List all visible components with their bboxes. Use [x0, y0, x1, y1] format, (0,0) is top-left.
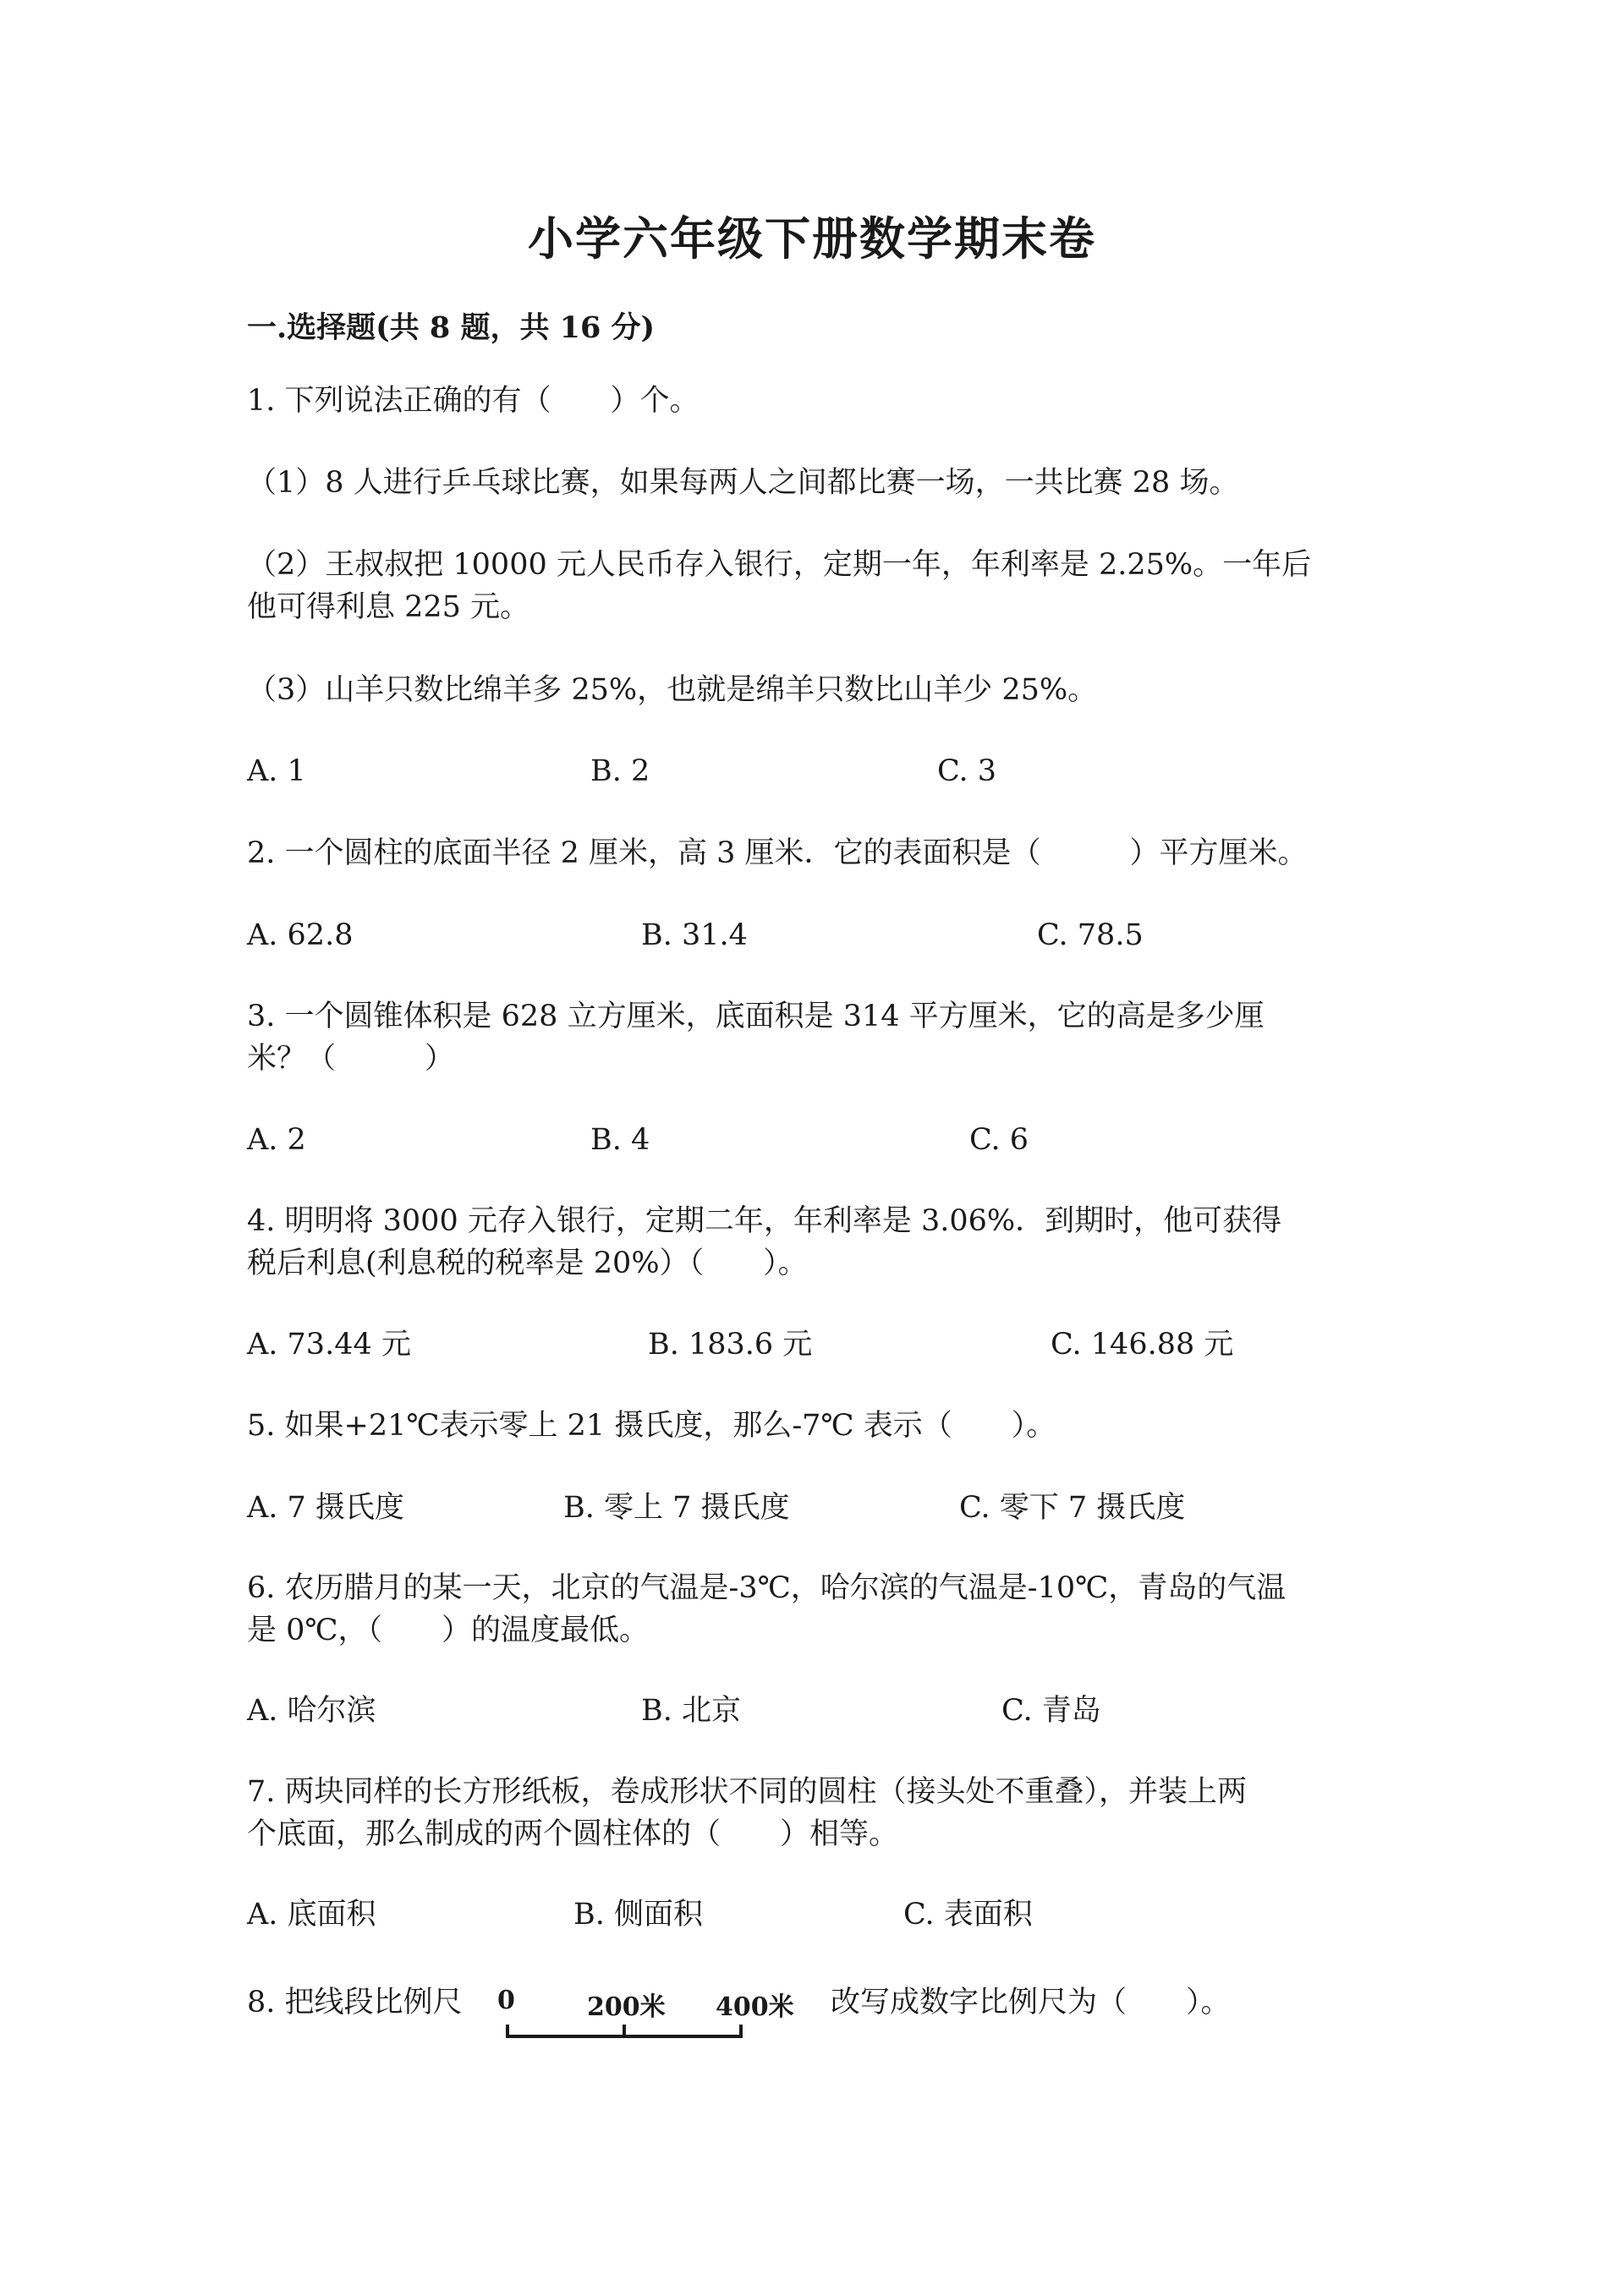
question-1-statement-3: （3）山羊只数比绵羊多 25%，也就是绵羊只数比山羊少 25%。: [247, 673, 1098, 707]
question-4-option-b[interactable]: B. 183.6 元: [648, 1328, 813, 1362]
question-4-stem: 4. 明明将 3000 元存入银行，定期二年，年利率是 3.06%．到期时，他可获得: [247, 1204, 1282, 1238]
question-4-stem-cont: 税后利息(利息税的税率是 20%）（ ）。: [247, 1247, 808, 1280]
question-1-option-a[interactable]: A. 1: [247, 754, 306, 788]
question-2-option-c[interactable]: C. 78.5: [1037, 918, 1144, 952]
question-1-statement-2: （2）王叔叔把 10000 元人民币存入银行，定期一年，年利率是 2.25%。一年后: [247, 548, 1312, 582]
section-heading: 一.选择题(共 8 题，共 16 分): [247, 310, 656, 345]
question-6-option-a[interactable]: A. 哈尔滨: [247, 1694, 376, 1728]
question-3-option-b[interactable]: B. 4: [590, 1123, 650, 1157]
scale-tick-middle: [623, 2025, 626, 2038]
question-3-option-a[interactable]: A. 2: [247, 1123, 306, 1157]
question-4-option-a[interactable]: A. 73.44 元: [247, 1328, 411, 1362]
question-4-option-c[interactable]: C. 146.88 元: [1051, 1328, 1234, 1362]
question-5-option-a[interactable]: A. 7 摄氏度: [247, 1491, 404, 1525]
question-1-stem: 1. 下列说法正确的有（ ）个。: [247, 384, 700, 418]
question-2-stem: 2. 一个圆柱的底面半径 2 厘米，高 3 厘米．它的表面积是（ ）平方厘米。: [247, 836, 1308, 870]
question-6-stem: 6. 农历腊月的某一天，北京的气温是-3℃，哈尔滨的气温是-10℃，青岛的气温: [247, 1571, 1287, 1605]
question-8-stem-prefix: 8. 把线段比例尺: [247, 1986, 463, 2019]
question-7-option-b[interactable]: B. 侧面积: [573, 1898, 703, 1932]
scale-tick-end: [739, 2025, 743, 2038]
page-title: 小学六年级下册数学期末卷: [528, 211, 1096, 266]
question-6-stem-cont: 是 0℃，（ ）的温度最低。: [247, 1614, 650, 1647]
question-2-option-b[interactable]: B. 31.4: [641, 918, 748, 952]
scale-label-400: 400米: [716, 1992, 794, 2022]
question-5-option-b[interactable]: B. 零上 7 摄氏度: [563, 1491, 790, 1525]
question-3-option-c[interactable]: C. 6: [969, 1123, 1029, 1157]
question-1-option-b[interactable]: B. 2: [590, 754, 650, 788]
question-1-statement-1: （1）8 人进行乒乓球比赛，如果每两人之间都比赛一场，一共比赛 28 场。: [247, 466, 1239, 500]
question-5-option-c[interactable]: C. 零下 7 摄氏度: [959, 1491, 1186, 1525]
scale-label-200: 200米: [587, 1992, 666, 2022]
question-7-stem-cont: 个底面，那么制成的两个圆柱体的（ ）相等。: [247, 1817, 899, 1851]
question-7-option-a[interactable]: A. 底面积: [247, 1898, 376, 1932]
question-7-stem: 7. 两块同样的长方形纸板，卷成形状不同的圆柱（接头处不重叠），并装上两: [247, 1775, 1248, 1809]
line-scale-figure: [491, 1986, 812, 2062]
question-8-stem-suffix: 改写成数字比例尺为（ ）。: [831, 1986, 1231, 2019]
question-1-option-c[interactable]: C. 3: [937, 754, 997, 788]
question-7-option-c[interactable]: C. 表面积: [903, 1898, 1033, 1932]
question-5-stem: 5. 如果+21℃表示零上 21 摄氏度，那么-7℃ 表示（ ）。: [247, 1409, 1056, 1443]
question-2-option-a[interactable]: A. 62.8: [247, 918, 354, 952]
question-3-stem: 3. 一个圆锥体积是 628 立方厘米，底面积是 314 平方厘米，它的高是多少厘: [247, 1000, 1265, 1033]
question-6-option-c[interactable]: C. 青岛: [1001, 1694, 1101, 1728]
scale-label-0: 0: [497, 1986, 515, 2015]
scale-tick-start: [506, 2025, 509, 2038]
question-1-statement-2-cont: 他可得利息 225 元。: [247, 590, 530, 624]
question-6-option-b[interactable]: B. 北京: [641, 1694, 741, 1728]
question-3-stem-cont: 米？（ ）: [247, 1042, 455, 1076]
